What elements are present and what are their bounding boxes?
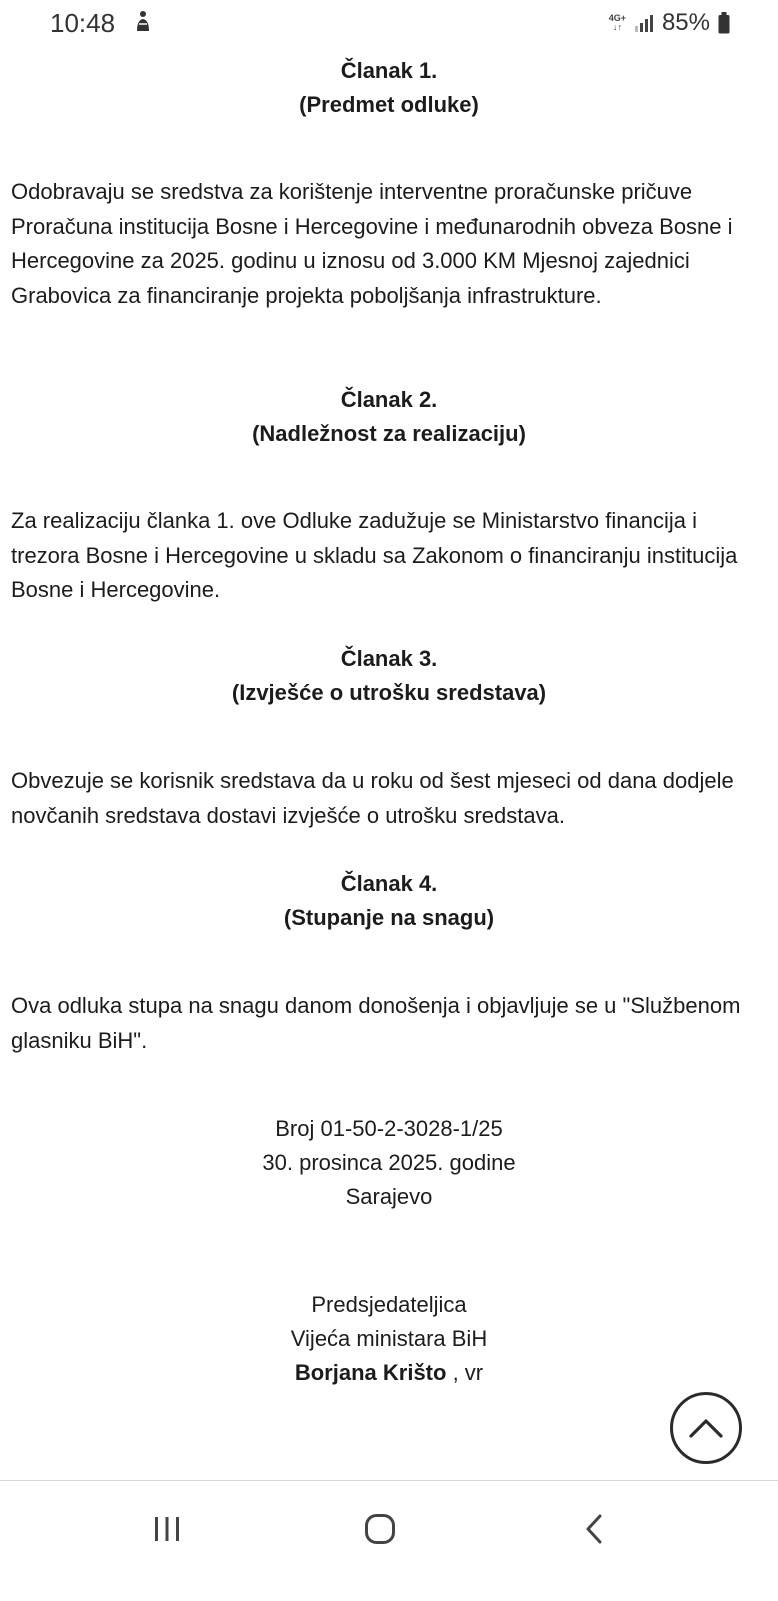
article-3-heading bbox=[0, 642, 778, 710]
signer-line bbox=[0, 1356, 778, 1390]
signer-role: Predsjedateljica bbox=[311, 1292, 467, 1317]
article-number: Članak 4. bbox=[340, 871, 438, 896]
signer-suffix: , vr bbox=[446, 1360, 484, 1385]
document-number: Broj 01-50-2-3028-1/25 bbox=[275, 1116, 503, 1141]
article-4-text: Ova odluka stupa na snagu danom donošenja i objavljuje se u "Službenom glasniku BiH". bbox=[11, 993, 741, 1053]
status-bar bbox=[0, 0, 778, 48]
network-arrows: ↓↑ bbox=[612, 22, 622, 32]
chevron-up-icon bbox=[688, 1417, 724, 1439]
article-2-heading bbox=[0, 383, 778, 451]
network-type: 4G+ bbox=[608, 13, 626, 23]
scroll-to-top-button[interactable] bbox=[670, 1392, 742, 1464]
recent-apps-button[interactable] bbox=[132, 1509, 202, 1549]
back-icon bbox=[583, 1513, 605, 1545]
notification-icon bbox=[134, 10, 152, 32]
article-title: (Stupanje na snagu) bbox=[283, 905, 495, 930]
article-number: Članak 2. bbox=[340, 387, 438, 412]
article-2-text: Za realizaciju članka 1. ove Odluke zadužuje se Ministarstvo financija i trezora Bosne i Hercegovine u skladu sa Zakonom o financiranju institucija Bosne i Hercegovine. bbox=[11, 508, 738, 602]
document-date: 30. prosinca 2025. godine bbox=[262, 1150, 516, 1175]
recent-apps-icon bbox=[152, 1515, 182, 1543]
home-icon bbox=[364, 1513, 396, 1545]
status-indicators bbox=[609, 8, 730, 38]
article-1-heading bbox=[0, 54, 778, 122]
document-reference bbox=[0, 1112, 778, 1214]
article-number: Članak 3. bbox=[340, 646, 438, 671]
home-button[interactable] bbox=[345, 1509, 415, 1549]
article-number: Članak 1. bbox=[340, 58, 438, 83]
document-place: Sarajevo bbox=[345, 1184, 433, 1209]
article-title: (Nadležnost za realizaciju) bbox=[252, 421, 526, 446]
navigation-bar bbox=[0, 1480, 778, 1601]
signal-icon bbox=[634, 14, 654, 32]
battery-icon bbox=[718, 12, 730, 34]
battery-percentage: 85% bbox=[661, 9, 710, 36]
status-time: 10:48 bbox=[50, 8, 116, 38]
back-button[interactable] bbox=[559, 1509, 629, 1549]
article-title: (Izvješće o utrošku sredstava) bbox=[231, 680, 547, 705]
article-title: (Predmet odluke) bbox=[299, 92, 479, 117]
signer-body: Vijeća ministara BiH bbox=[290, 1326, 488, 1351]
article-1-text: Odobravaju se sredstva za korištenje interventne proračunske pričuve Proračuna institucija Bosne i Hercegovine i međunarodnih obveza Bosne i Hercegovine za 2025. godinu u iznosu od 3.000 KM Mjesnoj zajednici Grabovica za financiranje projekta poboljšanja infrastrukture. bbox=[11, 179, 733, 308]
article-4-heading bbox=[0, 867, 778, 935]
network-indicator bbox=[609, 14, 626, 32]
article-3-text: Obvezuje se korisnik sredstava da u roku od šest mjeseci od dana dodjele novčanih sredstava dostavi izvješće o utrošku sredstava. bbox=[11, 768, 734, 828]
signer-name: Borjana Krišto bbox=[294, 1360, 447, 1385]
signature-block bbox=[0, 1288, 778, 1390]
